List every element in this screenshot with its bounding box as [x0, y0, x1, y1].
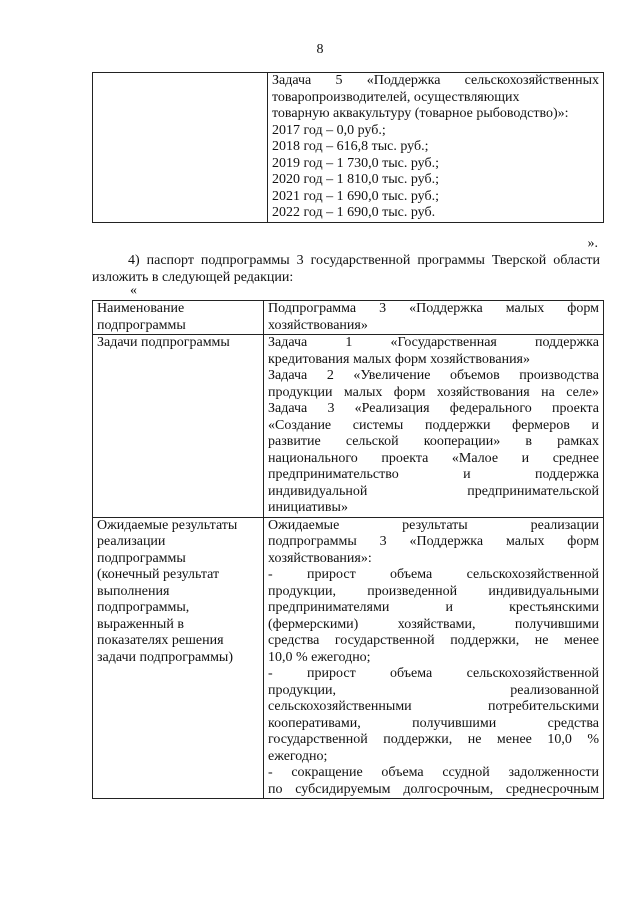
text-line: 2021 год – 1 690,0 тыс. руб.; — [272, 188, 439, 204]
text-line: подпрограммы 3 «Поддержка малых форм — [268, 534, 599, 549]
text-line: государственной поддержки, не менее 10,0 % — [268, 732, 599, 747]
text-line: Ожидаемые результаты — [97, 517, 238, 533]
table-cell-empty — [93, 73, 268, 223]
table-cell-funding — [268, 73, 604, 223]
opening-quote: « — [130, 283, 137, 298]
text-line: товарную аквакультуру (товарное рыбоводство)»: — [272, 106, 569, 121]
text-line: Задача 5 «Поддержка сельскохозяйственных — [272, 73, 599, 88]
row-value-cell — [264, 335, 604, 518]
page-number: 8 — [316, 42, 324, 57]
text-line: Подпрограмма 3 «Поддержка малых форм — [268, 301, 599, 316]
text-line: национального проекта «Малое и среднее — [268, 450, 599, 466]
text-line: кооперативами, получившими средства — [268, 715, 599, 731]
text-line: подпрограммы, — [97, 600, 190, 615]
text-line: выраженный в — [97, 616, 184, 632]
text-line: Задача 3 «Реализация федерального проекта — [268, 401, 599, 416]
text-line: реализации — [97, 534, 166, 549]
passport-table — [92, 300, 604, 799]
table-row — [93, 301, 604, 335]
text-line: продукции, произведенной индивидуальными — [268, 583, 599, 599]
text-line: 2022 год – 1 690,0 тыс. руб. — [272, 205, 436, 220]
row-label-cell — [93, 335, 264, 518]
table-row — [93, 335, 604, 518]
text-line: индивидуальной предпринимательской — [268, 483, 599, 499]
row-value-cell — [264, 517, 604, 799]
text-line: по субсидируемым долгосрочным, среднесрочным — [268, 781, 599, 797]
text-line: Задачи подпрограммы — [97, 335, 230, 350]
text-line: развитие сельской кооперации» в рамках — [268, 434, 599, 449]
text-line: сельскохозяйственными потребительскими — [268, 699, 599, 714]
text-line: (конечный результат — [97, 567, 220, 582]
text-line: - сокращение объема ссудной задолженности — [268, 765, 599, 780]
closing-quote: ». — [587, 236, 598, 251]
text-line: задачи подпрограммы) — [97, 649, 234, 665]
text-line: продукции малых форм хозяйствования на селе» — [268, 384, 599, 400]
text-line: показателях решения — [97, 633, 224, 648]
text-line: товаропроизводителей, осуществляющих — [272, 89, 520, 105]
text-line: 2020 год – 1 810,0 тыс. руб.; — [272, 172, 439, 187]
text-line: хозяйствования»: — [268, 550, 372, 566]
text-line: 2019 год – 1 730,0 тыс. руб.; — [272, 155, 439, 171]
text-line: 10,0 % ежегодно; — [268, 649, 371, 665]
text-line: (фермерскими) хозяйствами, получившими — [268, 616, 599, 632]
text-line: Ожидаемые результаты реализации — [268, 517, 599, 533]
text-line: 2018 год – 616,8 тыс. руб.; — [272, 139, 429, 154]
table-row — [93, 73, 604, 223]
text-line: Задача 2 «Увеличение объемов производства — [268, 368, 599, 383]
text-line: выполнения — [97, 583, 170, 599]
row-label-cell — [93, 301, 264, 335]
funding-table — [92, 72, 604, 223]
text-line: «Создание системы поддержки фермеров и — [268, 417, 599, 433]
text-line: ежегодно; — [268, 748, 328, 764]
row-label-cell — [93, 517, 264, 799]
text-line: средства государственной поддержки, не менее — [268, 633, 599, 648]
text-line: предпринимателями и крестьянскими — [268, 600, 599, 615]
text-line: Задача 1 «Государственная поддержка — [268, 335, 599, 350]
text-line: подпрограммы — [97, 550, 186, 566]
text-line: хозяйствования» — [268, 317, 368, 333]
body-paragraph: 4) паспорт подпрограммы 3 государственной программы Тверской области изложить в следующей редакции: — [92, 253, 600, 285]
text-line: 2017 год – 0,0 руб.; — [272, 122, 386, 138]
row-value-cell — [264, 301, 604, 335]
text-line: инициативы» — [268, 500, 348, 515]
text-line: кредитования малых форм хозяйствования» — [268, 351, 530, 367]
text-line: предпринимательство и поддержка — [268, 467, 599, 482]
text-line: - прирост объема сельскохозяйственной — [268, 666, 599, 681]
text-line: продукции, реализованной — [268, 682, 599, 698]
text-line: подпрограммы — [97, 317, 186, 333]
text-line: Наименование — [97, 301, 185, 316]
table-row — [93, 517, 604, 799]
text-line: - прирост объема сельскохозяйственной — [268, 567, 599, 582]
